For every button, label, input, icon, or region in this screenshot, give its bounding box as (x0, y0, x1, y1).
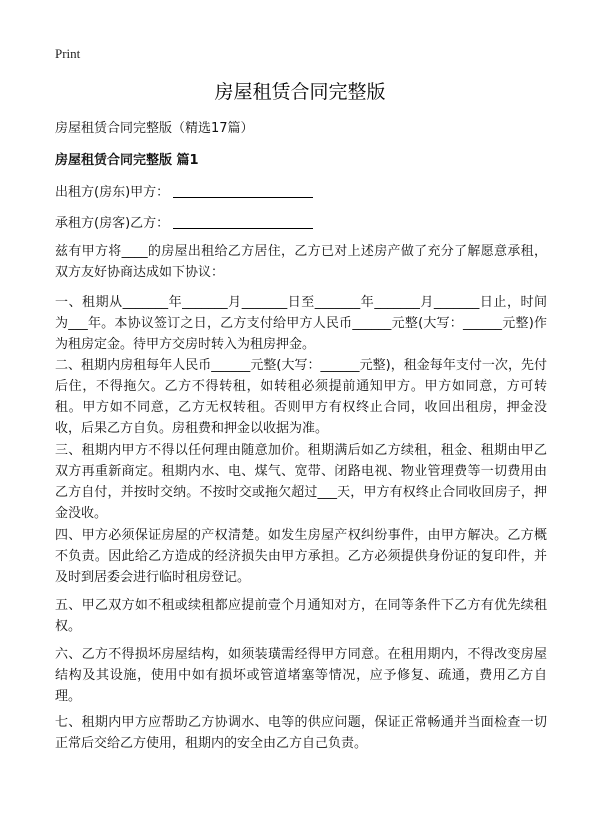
clause-6: 六、乙方不得损坏房屋结构，如须装璜需经得甲方同意。在租用期内，不得改变房屋结构及其设施，使用中如有损坏或管道堵塞等情况，应予修复、疏通，费用乙方自理。 (55, 647, 547, 704)
clause-3: 三、租期内甲方不得以任何理由随意加价。租期满后如乙方续租，租金、租期由甲乙双方再重新商定。租期内水、电、煤气、宽带、闭路电视、物业管理费等一切费用由乙方自付，并按时交纳。不按时交或拖欠超过___天，甲方有权终止合同收回房子，押金没收。 (55, 443, 547, 521)
clause-intro: 兹有甲方将____的房屋出租给乙方居住，乙方已对上述房产做了充分了解愿意承租，双方友好协商达成如下协议： (55, 244, 547, 280)
clause-1: 一、租期从_______年_______月_______日至_______年_______月_______日止，时间为___年。本协议签订之日，乙方支付给甲方人民币______元整(大写：______元整)作为租房定金。待甲方交房时转入为租房押金。 (55, 295, 547, 352)
clause-5: 五、甲乙双方如不租或续租都应提前壹个月通知对方，在同等条件下乙方有优先续租权。 (55, 598, 547, 634)
lessor-line (55, 183, 313, 202)
lessee-label: 承租方(房客)乙方： (55, 216, 170, 231)
clause-4: 四、甲方必须保证房屋的产权清楚。如发生房屋产权纠纷事件，由甲方解决。乙方概不负责。因此给乙方造成的经济损失由甲方承担。乙方必须提供身份证的复印件，并及时到居委会进行临时租房登记。 (55, 528, 547, 585)
lessor-signature-blank (173, 183, 313, 198)
lessor-label: 出租方(房东)甲方： (55, 185, 170, 200)
lessee-line (55, 214, 313, 233)
print-link[interactable]: Print (55, 46, 81, 61)
clause-7: 七、租期内甲方应帮助乙方协调水、电等的供应问题，保证正常畅通并当面检查一切正常后交给乙方使用，租期内的安全由乙方自己负责。 (55, 715, 547, 751)
section-heading: 房屋租赁合同完整版 篇1 (55, 153, 199, 168)
lessee-signature-blank (173, 214, 313, 229)
document-title: 房屋租赁合同完整版 (214, 81, 386, 103)
clause-2: 二、租期内房租每年人民币______元整(大写：______元整)，租金每年支付一次，先付后住，不得拖欠。乙方不得转租，如转租必须提前通知甲方。甲方如同意，方可转租。甲方如不同意，乙方无权转租。否则甲方有权终止合同，收回出租房，押金没收，后果乙方自负。房租费和押金以收据为准。 (55, 358, 547, 436)
document-subtitle: 房屋租赁合同完整版（精选17篇） (55, 121, 254, 136)
